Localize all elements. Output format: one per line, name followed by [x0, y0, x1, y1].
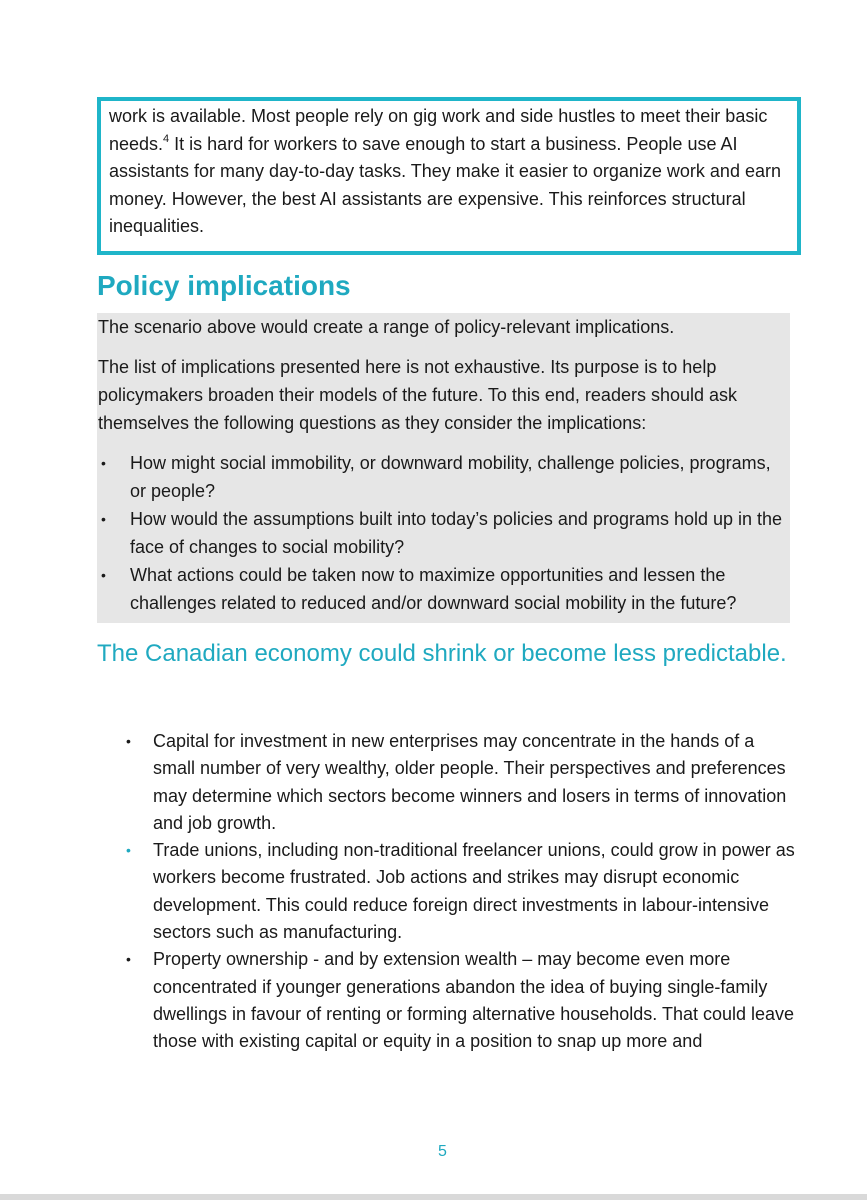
policy-paragraph: The list of implications presented here is not exhaustive. Its purpose is to help policymakers broaden their models of the future. To this end, readers should ask themselves the following questions as they consider the implications:	[98, 357, 738, 433]
bullet-icon: •	[101, 455, 106, 471]
question-item: • How might social immobility, or downward mobility, challenge policies, programs, or people?	[97, 449, 790, 505]
policy-shaded-section	[97, 313, 790, 623]
scenario-text: work is available. Most people rely on gig work and side hustles to meet their basic needs.$^4$ It is hard for workers to save enough to start a business. People use AI assistants for many day-to-day tasks. They make it easier to organize work and earn money. However, the best AI assistants are expensive. This reinforces structural inequalities.	[109, 106, 781, 236]
question-list	[97, 449, 790, 617]
bullet-icon: •	[101, 511, 106, 527]
page-number: 5	[438, 1143, 447, 1160]
economy-heading: The Canadian economy could shrink or become less predictable.	[97, 640, 787, 667]
footnote-ref[interactable]: 4	[163, 132, 170, 145]
economy-list	[120, 728, 800, 1056]
economy-item: • Trade unions, including non-traditional freelancer unions, could grow in power as workers become frustrated. Job actions and strikes may disrupt economic development. This could reduce foreign direct investments in labour-intensive sectors such as manufacturing.	[120, 837, 800, 946]
question-item: • What actions could be taken now to maximize opportunities and lessen the challenges related to reduced and/or downward social mobility in the future?	[97, 561, 790, 617]
economy-item: • Property ownership - and by extension wealth – may become even more concentrated if younger generations abandon the idea of buying single-family dwellings in favour of renting or forming alternative households. That could leave those with existing capital or equity in a position to snap up more and	[120, 946, 800, 1055]
bullet-icon: •	[126, 733, 131, 749]
policy-implications-heading: Policy implications	[97, 270, 351, 301]
bullet-icon: •	[126, 842, 131, 859]
bullet-icon: •	[101, 567, 106, 583]
policy-intro: The scenario above would create a range of policy-relevant implications.	[98, 317, 675, 337]
economy-item: • Capital for investment in new enterprises may concentrate in the hands of a small number of very wealthy, older people. Their perspectives and preferences may determine which sectors become winners and losers in terms of innovation and job growth.	[120, 728, 800, 837]
scenario-box	[97, 97, 801, 255]
page-bottom-edge	[0, 1194, 867, 1200]
bullet-icon: •	[126, 951, 131, 968]
question-item: • How would the assumptions built into today’s policies and programs hold up in the face of changes to social mobility?	[97, 505, 790, 561]
